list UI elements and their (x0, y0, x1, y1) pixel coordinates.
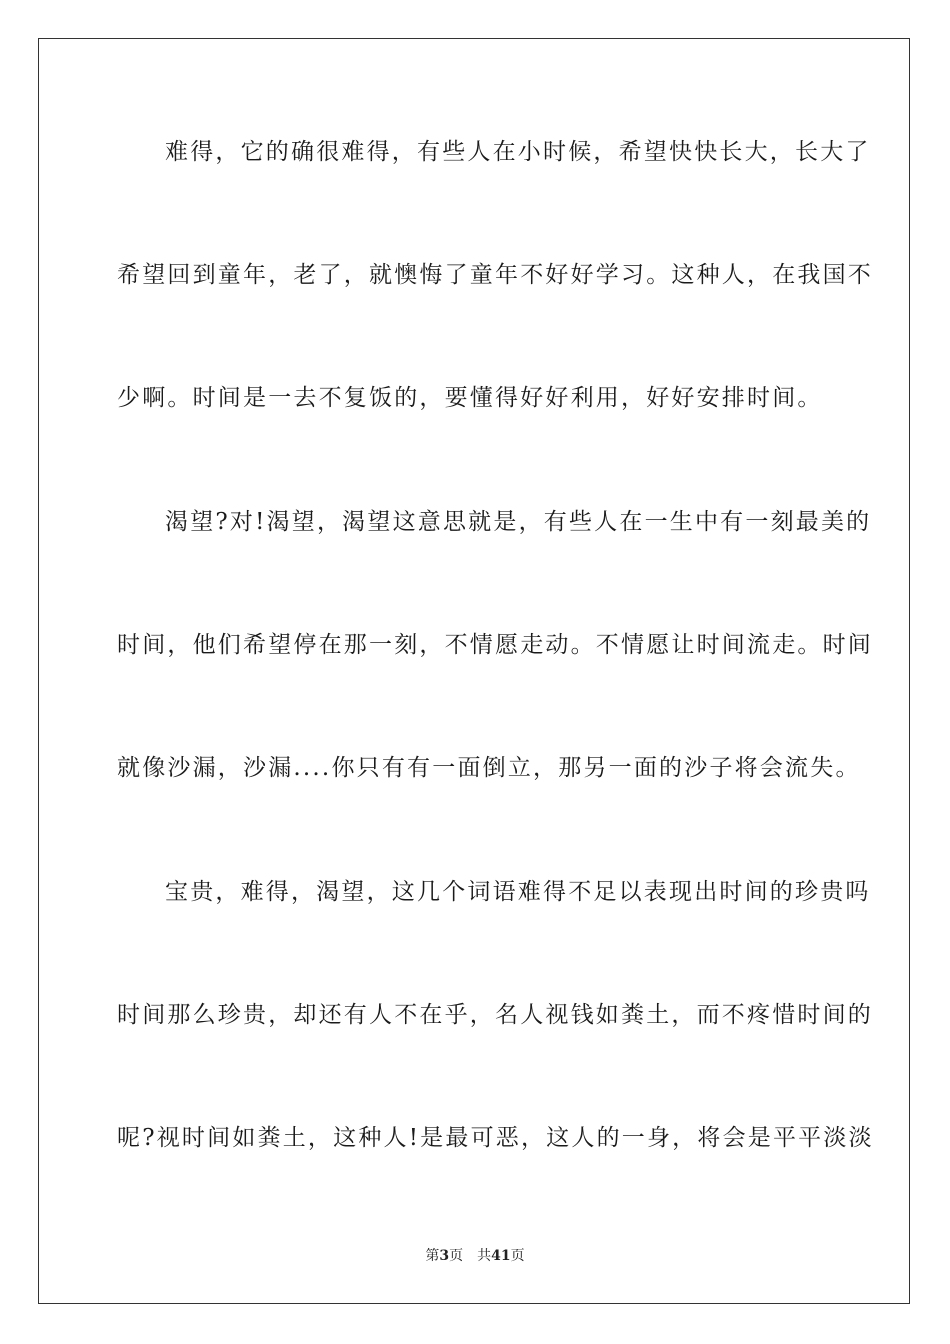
paragraph-2-line-2: 时间，他们希望停在那一刻，不情愿走动。不情愿让时间流走。时间 (117, 632, 873, 658)
footer-page-number: 3 (439, 1248, 450, 1264)
footer-page-suffix: 页 (449, 1248, 464, 1264)
paragraph-3-line-3: 呢?视时间如粪土，这种人!是最可恶，这人的一身，将会是平平淡淡 (117, 1125, 874, 1151)
paragraph-2-line-1: 渴望?对!渴望，渴望这意思就是，有些人在一生中有一刻最美的 (165, 509, 872, 535)
footer-page-prefix: 第 (425, 1248, 440, 1264)
paragraph-1-line-3: 少啊。时间是一去不复饭的，要懂得好好利用，好好安排时间。 (117, 385, 823, 411)
page-border (38, 38, 910, 1304)
paragraph-3-line-1: 宝贵，难得，渴望，这几个词语难得不足以表现出时间的珍贵吗 (165, 879, 871, 905)
footer-total-pages: 41 (491, 1248, 511, 1264)
footer-total-prefix: 共 (477, 1248, 492, 1264)
paragraph-2-line-3: 就像沙漏，沙漏....你只有有一面倒立，那另一面的沙子将会流失。 (117, 755, 861, 781)
paragraph-3-line-2: 时间那么珍贵，却还有人不在乎，名人视钱如粪土，而不疼惜时间的 (117, 1002, 873, 1028)
footer-total-suffix: 页 (510, 1248, 525, 1264)
paragraph-1-line-1: 难得，它的确很难得，有些人在小时候，希望快快长大，长大了 (165, 139, 871, 165)
page-footer (0, 1247, 950, 1265)
paragraph-1-line-2: 希望回到童年，老了，就懊悔了童年不好好学习。这种人，在我国不 (117, 262, 873, 288)
